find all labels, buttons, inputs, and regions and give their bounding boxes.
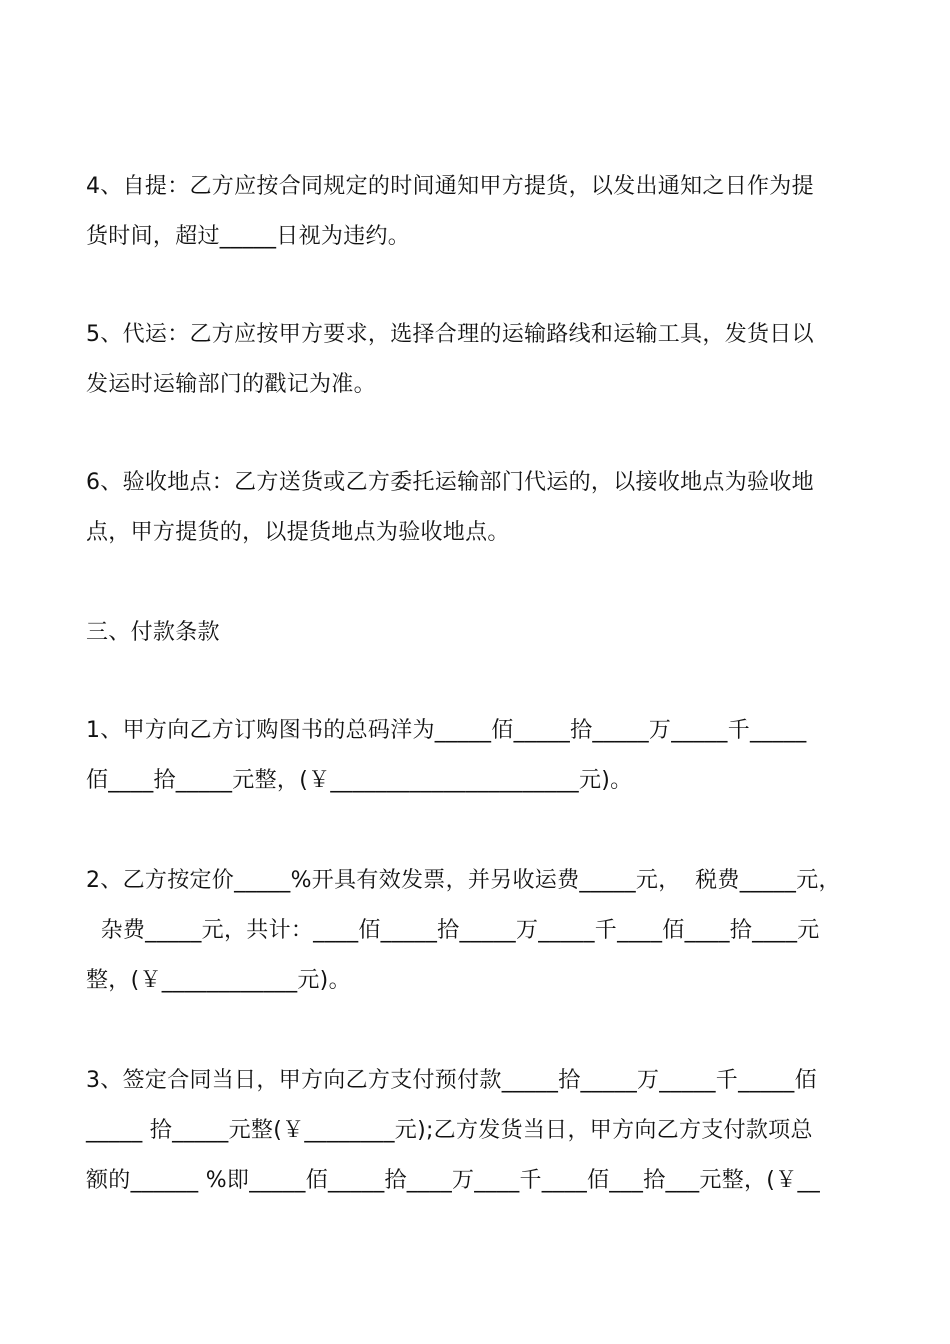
item4-line2: 货时间，超过_____日视为违约。: [86, 224, 411, 249]
section-heading-payment: 三、付款条款: [86, 620, 220, 645]
pay2-line3: 整，(￥____________元)。: [86, 968, 351, 993]
item5-line1: 5、代运：乙方应按甲方要求，选择合理的运输路线和运输工具，发货日以: [86, 322, 814, 347]
item5-line2: 发运时运输部门的戳记为准。: [86, 372, 376, 397]
pay1-line1: 1、甲方向乙方订购图书的总码洋为_____佰_____拾_____万_____千_____: [86, 718, 807, 743]
pay3-line1: 3、签定合同当日，甲方向乙方支付预付款_____拾_____万_____千_____佰: [86, 1068, 817, 1093]
pay3-line3: 额的______ %即_____佰_____拾____万____千____佰___拾___元整，(￥__: [86, 1168, 821, 1193]
item6-line1: 6、验收地点：乙方送货或乙方委托运输部门代运的，以接收地点为验收地: [86, 470, 814, 495]
item4-line1: 4、自提：乙方应按合同规定的时间通知甲方提货，以发出通知之日作为提: [86, 174, 814, 199]
pay3-line2: _____ 拾_____元整(￥________元);乙方发货当日，甲方向乙方支付款项总: [86, 1118, 813, 1143]
pay1-line2: 佰____拾_____元整，(￥______________________元)。: [86, 768, 633, 793]
pay2-line1: 2、乙方按定价_____%开具有效发票，并另收运费_____元， 税费_____元，: [86, 868, 841, 893]
item6-line2: 点，甲方提货的，以提货地点为验收地点。: [86, 520, 510, 545]
pay2-line2: 杂费_____元，共计：____佰_____拾_____万_____千____佰____拾____元: [86, 918, 820, 943]
